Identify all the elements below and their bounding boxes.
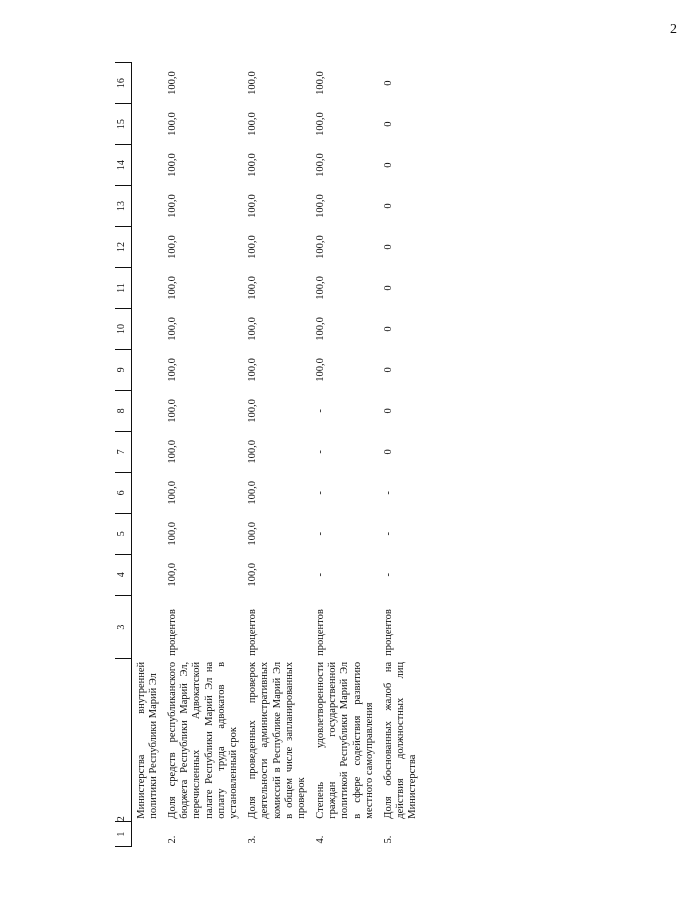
indicator-value: 100,0 bbox=[246, 194, 258, 218]
indicator-value: 100,0 bbox=[246, 521, 258, 546]
indicator-value: 0 bbox=[382, 285, 394, 291]
column-header: 4 bbox=[115, 554, 131, 595]
indicator-value: 100,0 bbox=[314, 358, 326, 382]
unit-of-measure: процентов bbox=[166, 609, 178, 656]
indicator-value: 100,0 bbox=[246, 71, 258, 95]
indicator-value: - bbox=[314, 573, 326, 577]
indicator-value bbox=[131, 145, 162, 186]
indicator-value: 100,0 bbox=[166, 194, 178, 218]
indicator-value: 100,0 bbox=[314, 112, 326, 136]
row-number bbox=[131, 822, 162, 847]
indicator-value bbox=[131, 472, 162, 513]
row-number: 2. bbox=[166, 835, 178, 844]
column-header: 16 bbox=[115, 63, 131, 104]
indicator-value: 100,0 bbox=[166, 276, 178, 300]
indicator-value: 100,0 bbox=[246, 317, 258, 341]
row-number: 3. bbox=[246, 835, 258, 844]
column-header: 8 bbox=[115, 390, 131, 431]
page-number: 2 bbox=[670, 22, 677, 37]
column-header: 3 bbox=[115, 595, 131, 659]
indicator-value: 100,0 bbox=[166, 521, 178, 546]
indicator-value: 100,0 bbox=[314, 194, 326, 218]
indicator-value: 0 bbox=[382, 121, 394, 127]
indicator-value: 100,0 bbox=[246, 112, 258, 136]
column-number-header-row bbox=[115, 63, 131, 847]
indicator-value: 100,0 bbox=[166, 399, 178, 423]
indicator-value bbox=[131, 268, 162, 309]
indicator-value bbox=[131, 308, 162, 349]
indicator-value bbox=[131, 349, 162, 390]
unit-of-measure: процентов bbox=[246, 609, 258, 656]
indicator-value: 0 bbox=[382, 449, 394, 455]
indicator-name: Доля обоснованных жалоб на действия должностных лиц Министерства bbox=[382, 661, 419, 819]
indicator-value: 100,0 bbox=[166, 235, 178, 259]
indicator-value: 100,0 bbox=[166, 358, 178, 382]
indicator-value: - bbox=[314, 532, 326, 536]
indicator-value: 0 bbox=[382, 244, 394, 250]
column-header: 1 bbox=[115, 822, 131, 847]
row-number: 5. bbox=[382, 835, 394, 844]
indicator-value bbox=[131, 227, 162, 268]
indicator-value: 100,0 bbox=[246, 481, 258, 505]
indicator-value: - bbox=[314, 409, 326, 413]
indicator-value: 100,0 bbox=[246, 235, 258, 259]
column-header: 11 bbox=[115, 268, 131, 309]
indicator-name: Степень удовлетворенности граждан государственной политикой Республики Марий Эл в сфере содействия развитию местного самоуправления bbox=[314, 661, 376, 819]
indicator-value: 100,0 bbox=[166, 562, 178, 587]
indicator-value: 100,0 bbox=[166, 112, 178, 136]
indicator-value: 100,0 bbox=[166, 153, 178, 177]
column-header: 7 bbox=[115, 431, 131, 472]
indicator-value: 100,0 bbox=[314, 71, 326, 95]
column-header: 9 bbox=[115, 349, 131, 390]
table-row bbox=[243, 63, 311, 847]
indicator-value bbox=[131, 513, 162, 554]
indicator-value: 0 bbox=[382, 203, 394, 209]
indicator-value bbox=[131, 104, 162, 145]
indicator-value: - bbox=[314, 450, 326, 454]
indicator-value: - bbox=[382, 573, 394, 577]
column-header: 2 bbox=[115, 659, 131, 822]
column-header: 5 bbox=[115, 513, 131, 554]
indicator-value: 100,0 bbox=[166, 71, 178, 95]
indicator-value: 100,0 bbox=[166, 317, 178, 341]
unit-of-measure: процентов bbox=[382, 609, 394, 656]
indicator-value bbox=[131, 431, 162, 472]
indicator-table bbox=[115, 62, 422, 847]
indicator-name: Доля средств республиканского бюджета Республики Марий Эл, перечисленных Адвокатской палате Республики Марий Эл на оплату труда адвокатов в установленный срок bbox=[166, 661, 240, 819]
indicator-value: 100,0 bbox=[314, 153, 326, 177]
indicator-value: 100,0 bbox=[246, 276, 258, 300]
indicator-table-sheet bbox=[115, 62, 545, 847]
indicator-value: - bbox=[382, 491, 394, 495]
indicator-name: Доля проведенных проверок деятельности административных комиссий в Республике Марий Эл в общем числе запланированных проверок bbox=[246, 661, 308, 819]
indicator-value bbox=[131, 63, 162, 104]
table-row bbox=[379, 63, 422, 847]
indicator-value: 0 bbox=[382, 408, 394, 414]
column-header: 12 bbox=[115, 227, 131, 268]
column-header: 14 bbox=[115, 145, 131, 186]
indicator-value bbox=[131, 186, 162, 227]
indicator-value: 100,0 bbox=[246, 153, 258, 177]
table-row bbox=[131, 63, 162, 847]
indicator-value: 100,0 bbox=[314, 235, 326, 259]
indicator-value: 0 bbox=[382, 80, 394, 86]
indicator-value: 100,0 bbox=[166, 481, 178, 505]
indicator-value bbox=[131, 554, 162, 595]
indicator-value: 100,0 bbox=[314, 317, 326, 341]
table-row bbox=[311, 63, 379, 847]
table-row bbox=[163, 63, 243, 847]
indicator-rows bbox=[131, 63, 421, 847]
unit-of-measure bbox=[131, 595, 162, 659]
column-header: 13 bbox=[115, 186, 131, 227]
column-header: 6 bbox=[115, 472, 131, 513]
unit-of-measure: процентов bbox=[314, 609, 326, 656]
indicator-value: 0 bbox=[382, 367, 394, 373]
indicator-value: - bbox=[314, 491, 326, 495]
indicator-value: 100,0 bbox=[246, 358, 258, 382]
indicator-name: Министерства внутренней политики Республики Марий Эл bbox=[135, 661, 160, 819]
indicator-value: 100,0 bbox=[246, 562, 258, 587]
indicator-value: 100,0 bbox=[166, 440, 178, 464]
indicator-value: 100,0 bbox=[314, 276, 326, 300]
indicator-value bbox=[131, 390, 162, 431]
indicator-value: 0 bbox=[382, 326, 394, 332]
indicator-value: - bbox=[382, 532, 394, 536]
indicator-value: 100,0 bbox=[246, 399, 258, 423]
column-header: 10 bbox=[115, 308, 131, 349]
indicator-value: 0 bbox=[382, 162, 394, 168]
row-number: 4. bbox=[314, 835, 326, 844]
column-header: 15 bbox=[115, 104, 131, 145]
indicator-value: 100,0 bbox=[246, 440, 258, 464]
